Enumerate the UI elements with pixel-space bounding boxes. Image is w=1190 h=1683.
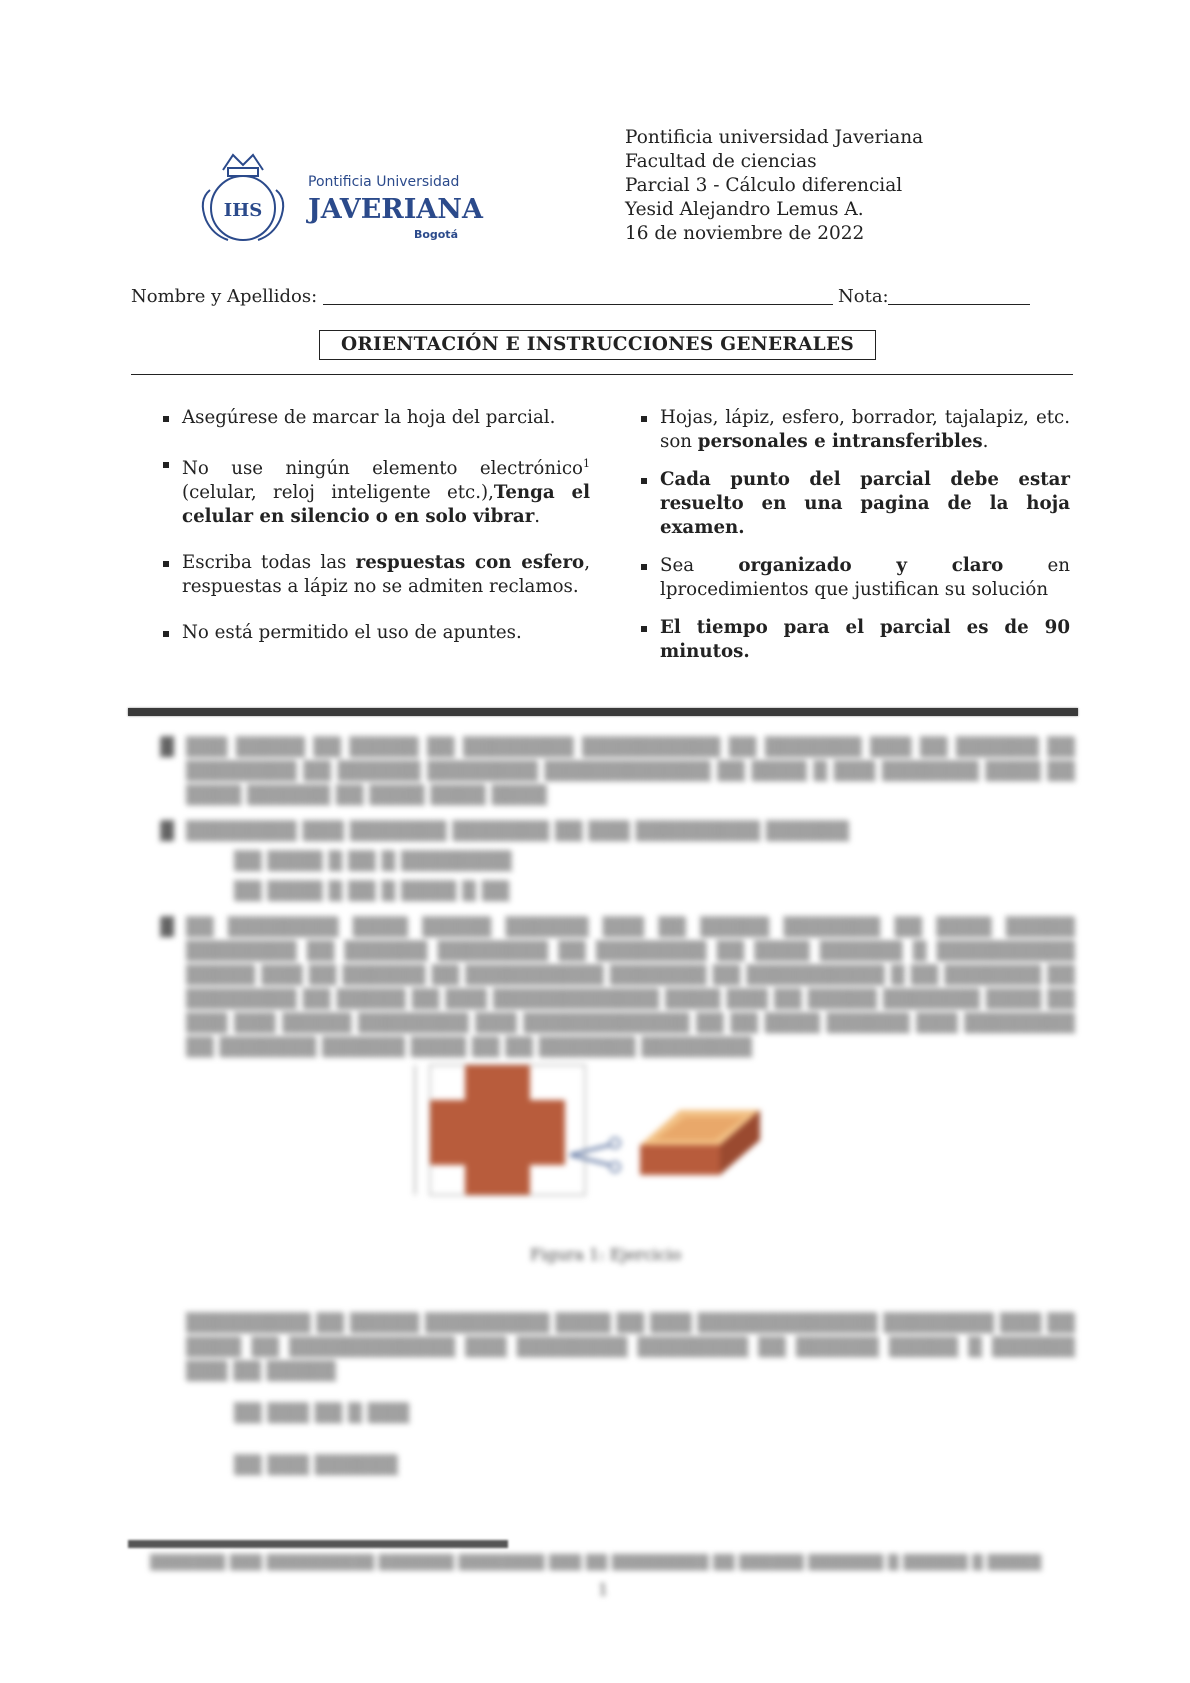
box-figure <box>410 1055 790 1215</box>
figure-caption: Figura 1: Ejercicio <box>530 1245 682 1264</box>
logo-university-line2: JAVERIANA <box>308 194 483 225</box>
question-4-blurred: ▒▒▒▒▒▒▒▒▒ ▒▒ ▒▒▒▒▒ ▒▒▒▒▒▒▒▒▒ ▒▒▒▒ ▒▒ ▒▒▒ ▒▒▒▒▒▒▒▒▒▒▒▒▒ ▒▒▒▒▒▒▒▒ ▒▒▒ ▒▒ ▒▒▒▒ ▒▒ ▒▒▒▒▒▒▒▒▒▒▒▒ ▒▒▒ ▒▒▒▒▒▒▒▒ ▒▒▒▒▒▒▒▒ ▒▒ ▒▒▒▒▒▒ ▒▒▒▒▒ ▒ ▒▒▒▒▒▒ ▒▒▒ ▒▒ ▒▒▒▒▒ ▒▒ ▒▒▒ ▒▒ ▒ ▒▒▒ ▒▒ ▒▒▒ ▒▒▒▒▒▒ <box>186 1313 1075 1476</box>
instruction-item <box>160 621 590 645</box>
logo-emblem-text: IHS <box>223 200 263 221</box>
instruction-item <box>160 551 590 599</box>
instruction-item <box>638 406 1070 454</box>
university-logo <box>188 140 488 260</box>
instruction-item <box>638 468 1070 540</box>
instruction-text: No use ningún elemento electrónico <box>182 458 583 480</box>
instruction-item <box>160 406 590 430</box>
instruction-text: , respuestas a lápiz no se admiten reclamos. <box>182 552 590 598</box>
instruction-text: Escriba todas las <box>182 552 356 574</box>
instruction-text: . <box>982 431 989 452</box>
grade-label: Nota: <box>838 286 889 307</box>
bullet-icon <box>641 564 647 570</box>
footnote-divider <box>128 1540 508 1548</box>
instruction-text: Sea <box>660 555 739 576</box>
question-blurred: ▓ ▒▒▒ ▒▒▒▒▒ ▒▒ ▒▒▒▒▒ ▒▒ ▒▒▒▒▒▒▒▒ ▒▒▒▒▒▒▒▒▒▒ ▒▒ ▒▒▒▒▒▒▒ ▒▒▒ ▒▒ ▒▒▒▒▒▒ ▒▒ ▒▒▒▒▒▒▒▒ ▒▒ ▒▒▒▒▒▒ ▒▒▒▒▒▒▒▒ ▒▒▒▒▒▒▒▒▒▒▒▒ ▒▒ ▒▒▒▒ ▒ ▒▒▒ ▒▒▒▒▒▒▒ ▒▒▒▒ ▒▒ ▒▒▒▒ ▒▒▒▒▒▒ ▒▒ ▒▒▒▒ ▒▒▒▒ ▒▒▒▒ <box>160 737 1075 806</box>
section-divider <box>128 708 1078 716</box>
instruction-item <box>638 616 1070 664</box>
bullet-icon <box>163 416 169 422</box>
logo-city: Bogotá <box>413 228 458 241</box>
bullet-icon <box>163 631 169 637</box>
bullet-icon <box>641 626 647 632</box>
questions-blurred <box>160 736 1075 1072</box>
instruction-bold-text: Tenga el celular en silencio o en solo vibrar <box>182 482 591 528</box>
footnote-blurred: ▒▒▒▒▒▒▒ ▒▒▒ ▒▒▒▒▒▒▒▒▒▒ ▒▒▒▒▒▒▒ ▒▒▒▒▒▒▒▒ ▒▒▒ ▒▒ ▒▒▒▒▒▒▒▒▒ ▒▒ ▒▒▒▒▒▒ ▒▒▒▒▒▒▒ ▒ ▒▒▒▒▒▒ ▒ ▒▒▒▒▒ <box>150 1555 1042 1571</box>
header-info-line: Yesid Alejandro Lemus A. <box>625 199 864 220</box>
header-info-line: Parcial 3 - Cálculo diferencial <box>625 175 903 196</box>
question-blurred: ▓ ▒▒▒▒▒▒▒▒ ▒▒▒ ▒▒▒▒▒▒▒ ▒▒▒▒▒▒▒ ▒▒ ▒▒▒ ▒▒▒▒▒▒▒▒▒ ▒▒▒▒▒▒ ▒▒ ▒▒▒▒ ▒ ▒▒ ▒ ▒▒▒▒▒▒▒▒ ▒▒ ▒▒▒▒ ▒ ▒▒ ▒ ▒▒▒▒ ▒ ▒▒ <box>160 821 849 902</box>
instructions-title: ORIENTACIÓN E INSTRUCCIONES GENERALES <box>319 330 876 360</box>
instruction-bold-text: organizado y claro <box>738 555 1004 576</box>
title-divider <box>131 374 1073 375</box>
instruction-item <box>638 554 1070 602</box>
instructions-right-column <box>638 406 1070 664</box>
header-info-line: Pontificia universidad Javeriana <box>625 127 924 148</box>
name-field-line[interactable] <box>323 304 833 305</box>
bullet-icon <box>641 416 647 422</box>
instruction-bold-text: El tiempo para el parcial es de 90 minutos. <box>660 617 1070 662</box>
instruction-text: 1 <box>583 457 590 470</box>
grade-field-line[interactable] <box>888 304 1030 305</box>
instruction-bold-text: personales e intransferibles <box>697 431 983 452</box>
instruction-text: en lprocedimientos que justifican su solución <box>660 555 1070 600</box>
instruction-bold-text: respuestas con esfero <box>355 552 585 574</box>
logo-university-line1: Pontificia Universidad <box>308 174 460 190</box>
name-label: Nombre y Apellidos: <box>131 286 318 307</box>
instruction-text: (celular, reloj inteligente etc.), <box>182 482 494 504</box>
bullet-icon <box>641 478 647 484</box>
question-blurred: ▓ ▒▒ ▒▒▒▒▒▒▒▒ ▒▒▒▒ ▒▒▒▒▒ ▒▒▒▒▒▒ ▒▒▒ ▒▒ ▒▒▒▒▒ ▒▒▒▒▒▒▒ ▒▒ ▒▒▒▒ ▒▒▒▒▒ ▒▒▒▒▒▒▒▒ ▒▒ ▒▒▒▒▒▒ ▒▒▒▒▒▒▒▒ ▒▒ ▒▒▒▒▒▒▒▒ ▒▒ ▒▒▒▒ ▒▒▒▒▒▒ ▒ ▒▒▒▒▒▒▒▒▒▒ ▒▒▒▒▒ ▒▒▒ ▒▒ ▒▒▒▒▒▒ ▒▒ ▒▒▒▒▒▒▒▒▒▒ ▒▒▒▒▒▒▒ ▒▒ ▒▒▒▒▒▒▒▒▒▒ ▒ ▒▒ ▒▒▒▒▒▒▒ ▒▒ ▒▒▒▒▒▒▒▒ ▒▒ ▒▒▒▒▒ ▒▒ ▒▒▒ ▒▒▒▒▒▒▒▒▒▒▒▒ ▒▒▒▒ ▒▒▒ ▒▒ ▒▒▒▒▒ ▒▒▒▒▒▒▒ ▒▒▒▒ ▒▒ ▒▒▒ ▒▒▒ ▒▒▒▒▒ ▒▒▒▒▒▒▒▒ ▒▒▒ ▒▒▒▒▒▒▒▒▒▒▒▒ ▒▒ ▒▒ ▒▒▒▒ ▒▒▒▒▒▒ ▒▒▒ ▒▒▒▒▒▒▒▒ ▒▒ ▒▒▒▒▒▒▒ ▒▒▒▒▒▒ ▒▒▒▒ ▒▒ ▒▒ ▒▒▒▒▒▒▒ ▒▒▒▒▒▒▒▒ <box>160 917 1075 1058</box>
instruction-text: Hojas, lápiz, esfero, borrador, tajalapiz, etc. son <box>660 407 1070 452</box>
header-info-line: Facultad de ciencias <box>625 151 817 172</box>
instruction-text: Asegúrese de marcar la hoja del parcial. <box>182 407 556 428</box>
page-number: 1 <box>598 1580 609 1599</box>
header-info-line: 16 de noviembre de 2022 <box>625 223 865 244</box>
instruction-bold-text: Cada punto del parcial debe estar resuelto en una pagina de la hoja examen. <box>660 469 1070 538</box>
header-info <box>625 126 923 246</box>
bullet-icon <box>163 561 169 567</box>
instruction-text: No está permitido el uso de apuntes. <box>182 622 522 644</box>
instruction-item <box>160 452 590 529</box>
bullet-icon <box>163 462 169 468</box>
instructions-left-column <box>160 406 590 645</box>
instruction-text: . <box>534 506 541 528</box>
